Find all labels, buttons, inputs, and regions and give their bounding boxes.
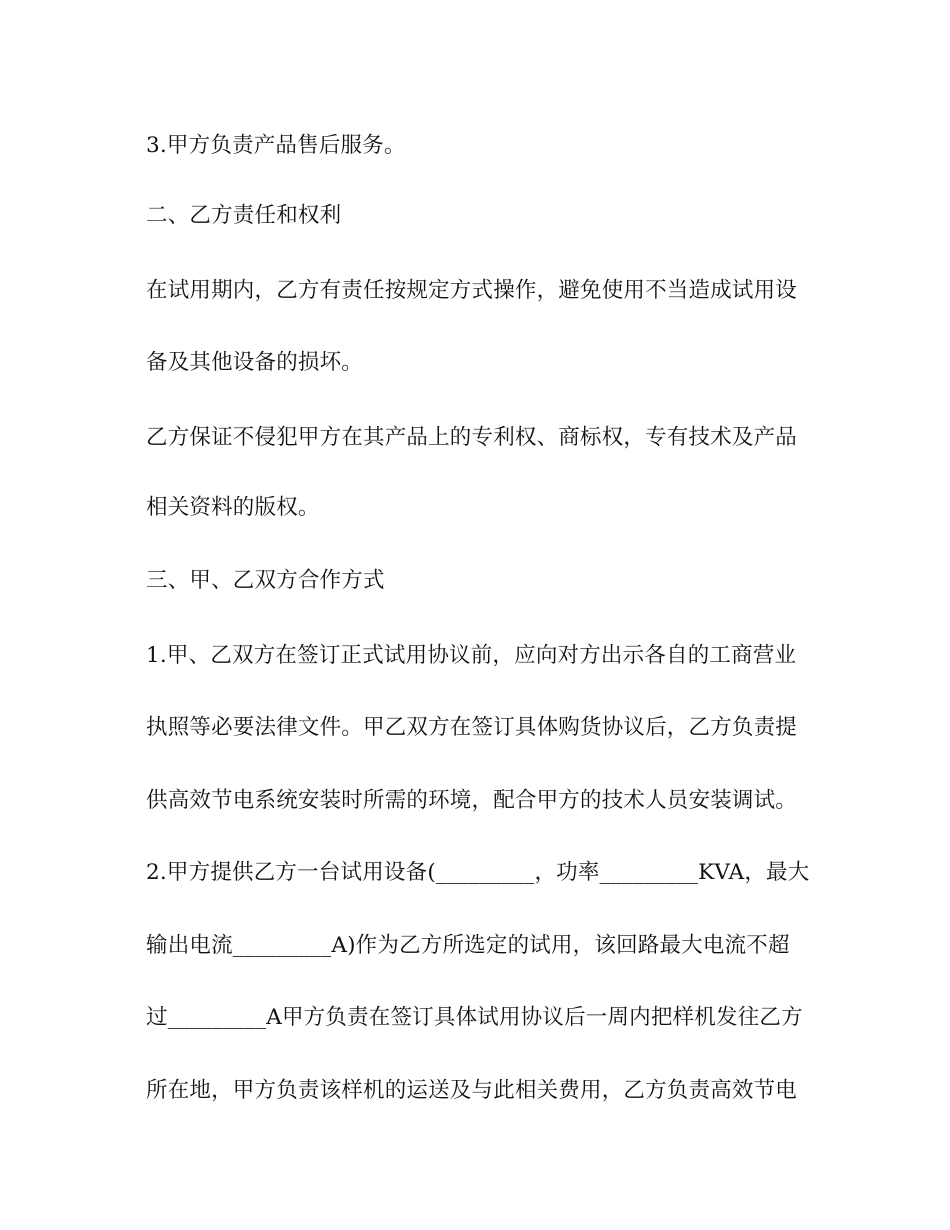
paragraph-line: 供高效节电系统安装时所需的环境，配合甲方的技术人员安装调试。 [146,788,798,813]
paragraph-line: 2.甲方提供乙方一台试用设备(_________，功率_________KVA，最大 [146,860,810,885]
paragraph-line: 输出电流_________A)作为乙方所选定的试用，该回路最大电流不超 [146,933,790,958]
paragraph-line: 所在地，甲方负责该样机的运送及与此相关费用，乙方负责高效节电 [146,1078,798,1103]
paragraph-line: 相关资料的版权。 [146,495,320,520]
paragraph-line: 1.甲、乙双方在签订正式试用协议前，应向对方出示各自的工商营业 [146,643,797,668]
section-2-heading: 二、乙方责任和权利 [146,203,342,228]
paragraph-line: 执照等必要法律文件。甲乙双方在签订具体购货协议后，乙方负责提 [146,715,798,740]
paragraph-line: 乙方保证不侵犯甲方在其产品上的专利权、商标权，专有技术及产品 [146,425,798,450]
paragraph-line: 在试用期内，乙方有责任按规定方式操作，避免使用不当造成试用设 [146,278,798,303]
clause-3-after-sales: 3.甲方负责产品售后服务。 [146,133,406,158]
section-3-heading: 三、甲、乙双方合作方式 [146,568,385,593]
paragraph-line: 过_________A甲方负责在签订具体试用协议后一周内把样机发往乙方 [146,1005,803,1030]
paragraph-line: 备及其他设备的损坏。 [146,350,364,375]
